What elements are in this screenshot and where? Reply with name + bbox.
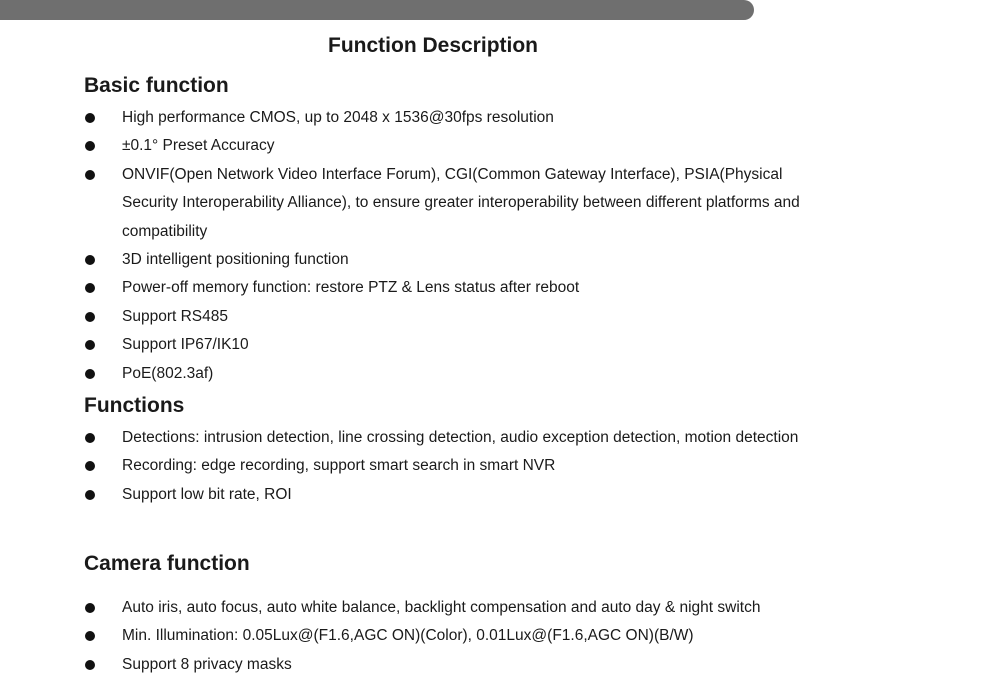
section-heading-camera-function: Camera function [84, 552, 250, 575]
bullet-icon [85, 283, 95, 293]
bullet-icon [85, 603, 95, 613]
header-bar [0, 0, 754, 20]
camera-function-list [84, 594, 840, 679]
list-item: Detections: intrusion detection, line crossing detection, audio exception detection, motion detection [84, 424, 840, 452]
list-item: Support low bit rate, ROI [84, 481, 840, 509]
list-item: PoE(802.3af) [84, 360, 840, 388]
bullet-icon [85, 113, 95, 123]
bullet-icon [85, 461, 95, 471]
functions-list [84, 424, 840, 509]
bullet-icon [85, 170, 95, 180]
bullet-icon [85, 369, 95, 379]
list-item: Recording: edge recording, support smart search in smart NVR [84, 452, 840, 480]
basic-function-list [84, 104, 840, 388]
section-heading-basic-function: Basic function [84, 74, 229, 97]
bullet-icon [85, 255, 95, 265]
bullet-icon [85, 340, 95, 350]
list-item: Auto iris, auto focus, auto white balance, backlight compensation and auto day & night switch [84, 594, 840, 622]
list-item: 3D intelligent positioning function [84, 246, 840, 274]
list-item: Support RS485 [84, 303, 840, 331]
list-item: Support 8 privacy masks [84, 651, 840, 679]
list-item: Min. Illumination: 0.05Lux@(F1.6,AGC ON)(Color), 0.01Lux@(F1.6,AGC ON)(B/W) [84, 622, 840, 650]
section-heading-functions: Functions [84, 394, 185, 417]
bullet-icon [85, 312, 95, 322]
bullet-icon [85, 490, 95, 500]
bullet-icon [85, 433, 95, 443]
document-title: Function Description [328, 34, 538, 57]
list-item: ±0.1° Preset Accuracy [84, 132, 840, 160]
list-item: High performance CMOS, up to 2048 x 1536@30fps resolution [84, 104, 840, 132]
bullet-icon [85, 660, 95, 670]
list-item: Support IP67/IK10 [84, 331, 840, 359]
list-item: ONVIF(Open Network Video Interface Forum), CGI(Common Gateway Interface), PSIA(Physical Security Interoperability Alliance), to ensure greater interoperability between different platforms and compatibility [84, 161, 840, 246]
bullet-icon [85, 631, 95, 641]
list-item: Power-off memory function: restore PTZ & Lens status after reboot [84, 274, 840, 302]
bullet-icon [85, 141, 95, 151]
